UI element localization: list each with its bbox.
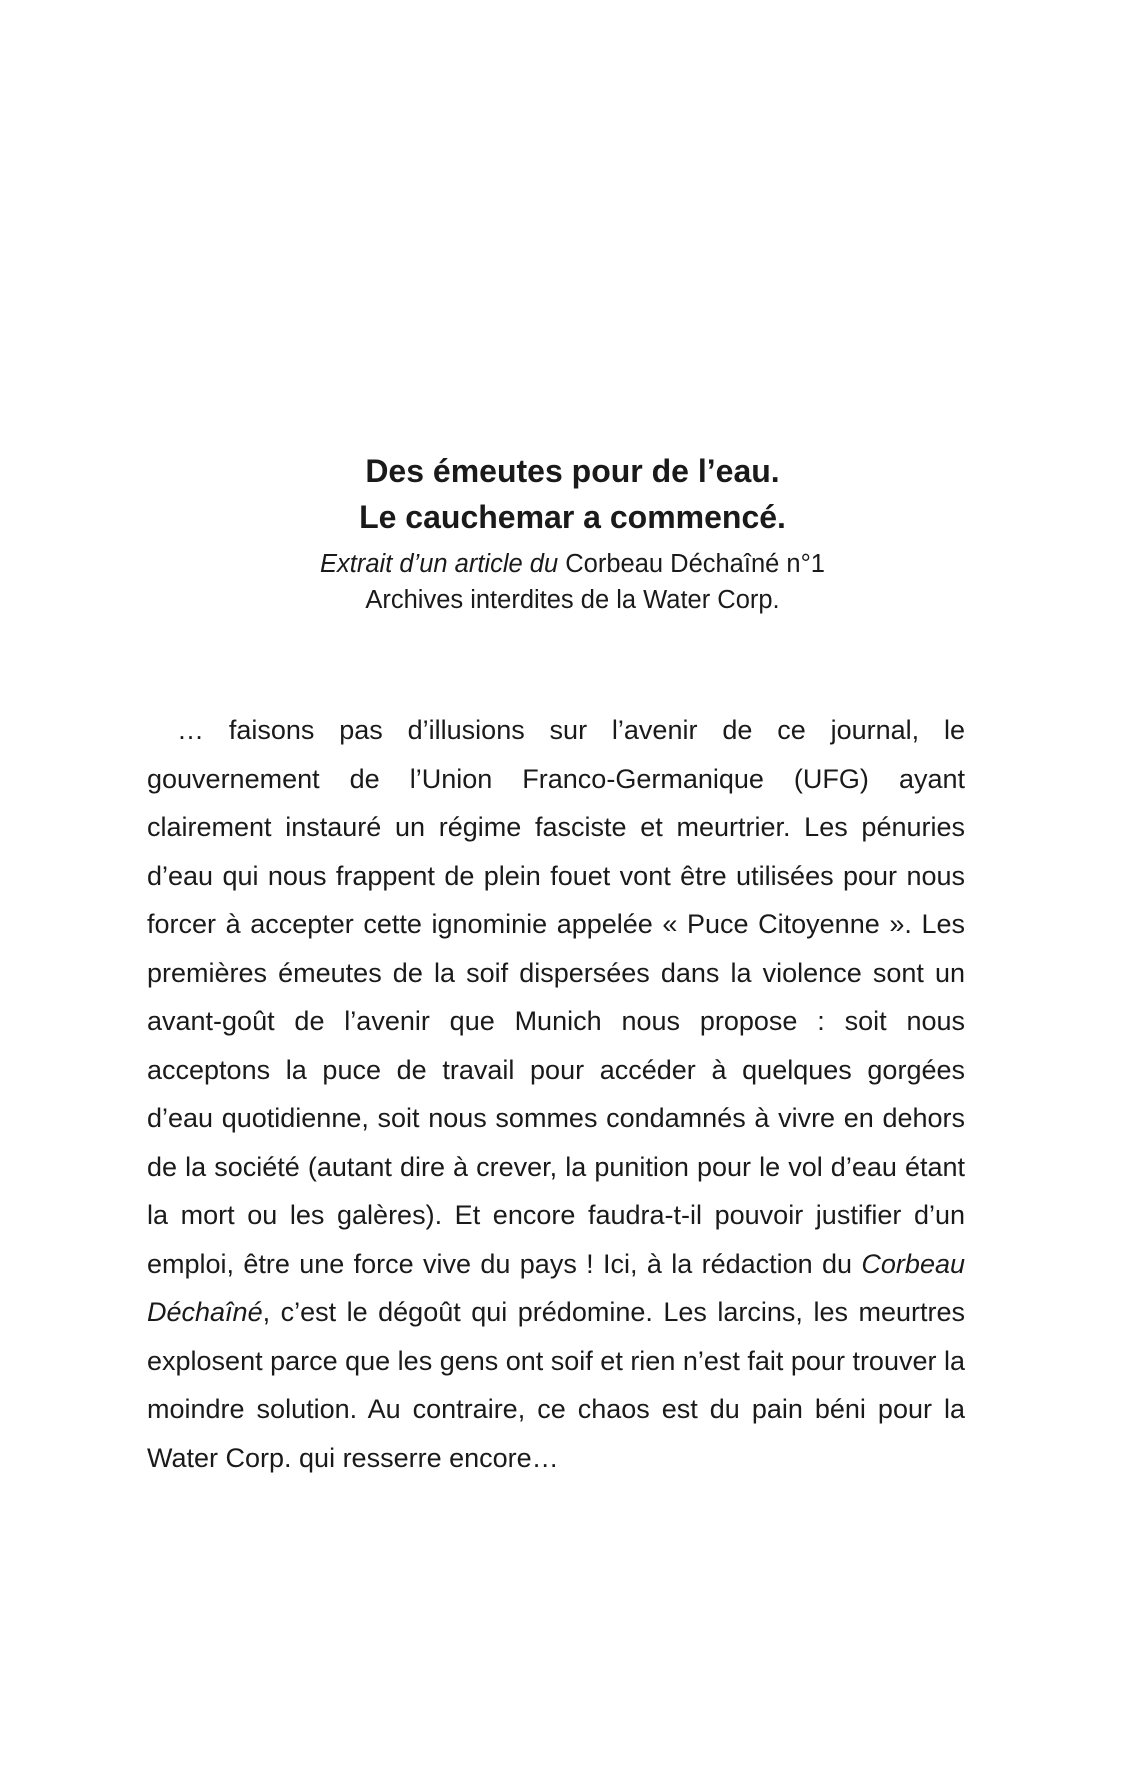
body-journal-name: Corbeau Déchaîné [147, 1248, 965, 1327]
body-part-1: … faisons pas d’illusions sur l’avenir de ce journal, le gouvernement de l’Union Franco-Germanique (UFG) ayant clairement instauré un régime fasciste et meurtrier. Les pénuries d’eau qui nous frappent de plein fouet vont être utilisées pour nous forcer à accepter cette ignominie appelée « Puce Citoyenne ». Les premières émeutes de la soif dispersées dans la violence sont un avant-goût de l’avenir que Munich nous propose : soit nous acceptons la puce de travail pour accéder à quelques gorgées d’eau quotidienne, soit nous sommes condamnés à vivre en dehors de la société (autant dire à crever, la punition pour le vol d’eau étant la mort ou les galères). Et encore faudra-t-il pouvoir justifier d’un emploi, être une force vive du pays ! Ici, à la rédaction du [147, 715, 965, 1279]
body-part-2: , c’est le dégoût qui prédomine. Les larcins, les meurtres explosent parce que les gens ont soif et rien n’est fait pour trouver la moindre solution. Au contraire, ce chaos est du pain béni pour la Water Corp. qui resserre encore… [147, 1297, 965, 1473]
source-prefix: Extrait d’un article du [320, 550, 559, 578]
article-body [147, 706, 965, 1482]
source-line [0, 546, 1145, 582]
title-line-2: Le cauchemar a commencé. [359, 499, 786, 535]
article-header [0, 448, 1145, 618]
source-journal: Corbeau Déchaîné n°1 [565, 550, 825, 578]
title-line-1: Des émeutes pour de l’eau. [365, 453, 780, 489]
source-archive: Archives interdites de la Water Corp. [365, 586, 780, 614]
